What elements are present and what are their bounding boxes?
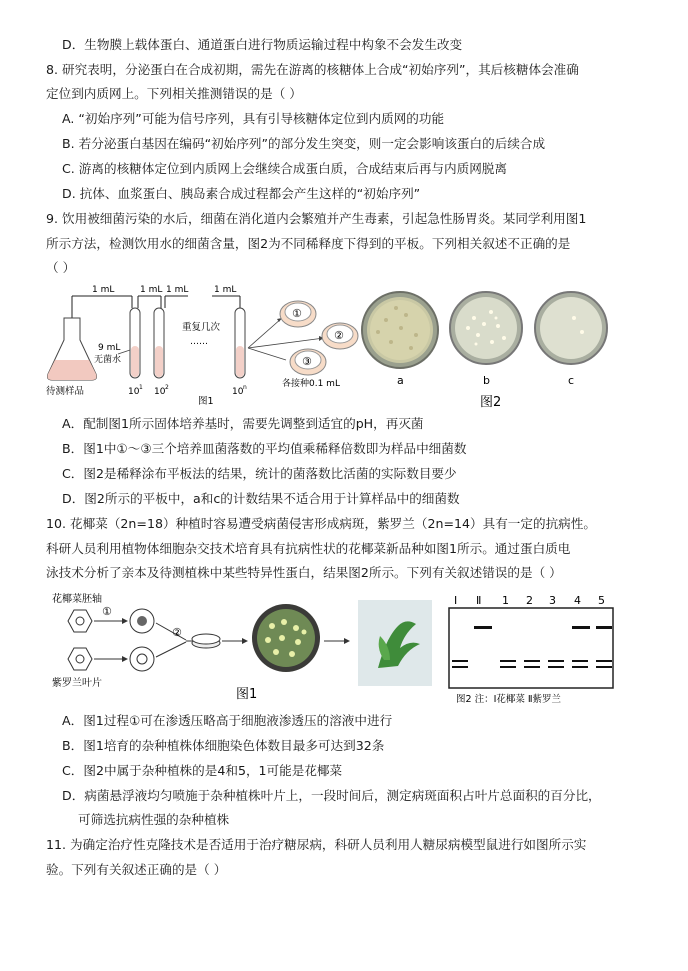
- cell-violet: [68, 648, 92, 670]
- q10-stem-line1: 10. 花椰菜（2n=18）种植时容易遭受病菌侵害形成病斑，紫罗兰（2n=14）具有一定的抗病性。: [46, 516, 596, 531]
- svg-text:②: ②: [334, 329, 344, 342]
- plantlet-photo: [358, 600, 432, 686]
- q8-option-c: C. 游离的核糖体定位到内质网上会继续合成蛋白质，合成结束后再与内质网脱离: [62, 161, 507, 176]
- q9-option-c: C．图2是稀释涂布平板法的结果，统计的菌落数比活菌的实际数目要少: [62, 466, 457, 481]
- q9-option-d: D．图2所示的平板中，a和c的计数结果不适合用于计算样品中的细菌数: [62, 491, 460, 506]
- sample-flask: [48, 318, 97, 380]
- lane-label-1: 1: [502, 594, 509, 607]
- sample-label: 待测样品: [46, 386, 85, 397]
- q9-option-a: A．配制图1所示固体培养基时，需要先调整到适宜的pH，再灭菌: [62, 416, 424, 431]
- ellipsis-label: ……: [190, 337, 208, 347]
- transfer-volume-label: 1 mL: [92, 285, 115, 295]
- q10-stem-line3: 泳技术分析了亲本及待测植株中某些特异性蛋白，结果图2所示。下列有关叙述错误的是（ ）: [46, 565, 562, 580]
- result-plates: [362, 292, 607, 410]
- q11-stem-line2: 验。下列有关叙述正确的是（ ）: [46, 862, 227, 877]
- repeat-label: 重复几次: [182, 322, 221, 333]
- leaf-label: 紫罗兰叶片: [52, 678, 102, 689]
- transfer-volume-label: 1 mL: [214, 285, 237, 295]
- q11-stem-line1: 11. 为确定治疗性克隆技术是否适用于治疗糖尿病，科研人员利用人糖尿病模型鼠进行如图所示实: [46, 837, 587, 852]
- q7-option-d: D．生物膜上载体蛋白、通道蛋白进行物质运输过程中构象不会发生改变: [62, 37, 463, 52]
- plate-photo-a: [362, 292, 438, 368]
- q8-option-a: A. “初始序列”可能为信号序列，具有引导核糖体定位到内质网的功能: [62, 111, 445, 126]
- callus-plate-photo: [252, 604, 320, 672]
- tube-1: [130, 308, 140, 378]
- figure-1-label: 图1: [198, 396, 214, 407]
- q9-stem-line3: （ ）: [46, 260, 76, 275]
- svg-text:1: 1: [139, 384, 143, 391]
- q10-option-d-line1: D．病菌悬浮液均匀喷施于杂种植株叶片上，一段时间后，测定病斑面积占叶片总面积的百分比，: [62, 788, 601, 803]
- inoculation-label: 各接种0.1 mL: [282, 379, 340, 389]
- plate-3: [290, 349, 326, 375]
- gel-caption: 图2 注：Ⅰ花椰菜 Ⅱ紫罗兰: [456, 694, 562, 705]
- lane-label-II: Ⅱ: [476, 594, 482, 607]
- svg-text:③: ③: [302, 355, 312, 368]
- protoplast-2: [130, 647, 154, 671]
- lane-label-5: 5: [598, 594, 605, 607]
- transfer-volume-label: 1 mL: [140, 285, 163, 295]
- figure-2-label: 图2: [480, 395, 502, 410]
- cell-cauliflower: [68, 610, 92, 632]
- plate-a-label: a: [397, 374, 404, 387]
- water-volume-label: 9 mL: [98, 343, 121, 353]
- dilution-series-diagram: [46, 285, 358, 407]
- q10-option-b: B．图1培育的杂种植株体细胞染色体数目最多可达到32条: [62, 738, 385, 753]
- q10-figure: [46, 588, 646, 708]
- svg-text:2: 2: [165, 384, 169, 391]
- electrophoresis-gel: [449, 594, 613, 705]
- lane-labels: [454, 594, 605, 607]
- dilution-10-1: 10: [128, 387, 140, 397]
- somatic-hybridization-diagram: [52, 592, 432, 702]
- dilution-10-2: 10: [154, 387, 166, 397]
- dilution-10-n: 10: [232, 387, 244, 397]
- svg-text:n: n: [243, 384, 247, 391]
- plate-photo-c: [535, 292, 607, 364]
- transfer-volume-label: 1 mL: [166, 285, 189, 295]
- sterile-water-label: 无菌水: [94, 355, 122, 365]
- plate-1: [280, 301, 316, 327]
- step-1-label: ①: [102, 605, 112, 618]
- q8-option-d: D. 抗体、血浆蛋白、胰岛素合成过程都会产生这样的“初始序列”: [62, 186, 421, 201]
- lane-label-3: 3: [549, 594, 556, 607]
- tube-2: [154, 308, 164, 378]
- q10-option-a: A．图1过程①可在渗透压略高于细胞液渗透压的溶液中进行: [62, 713, 393, 728]
- svg-text:①: ①: [292, 307, 302, 320]
- lane-label-2: 2: [526, 594, 533, 607]
- lane-label-4: 4: [574, 594, 581, 607]
- lane-label-I: Ⅰ: [454, 594, 458, 607]
- plate-c-label: c: [568, 374, 575, 387]
- plate-photo-b: [450, 292, 522, 364]
- q10-stem-line2: 科研人员利用植物体细胞杂交技术培育具有抗病性状的花椰菜新品种如图1所示。通过蛋白质电: [46, 541, 571, 556]
- q9-stem-line1: 9. 饮用被细菌污染的水后，细菌在消化道内会繁殖并产生毒素，引起急性肠胃炎。某同学利用图1: [46, 211, 587, 226]
- protoplast-1: [130, 609, 154, 633]
- q8-option-b: B. 若分泌蛋白基因在编码“初始序列”的部分发生突变，则一定会影响该蛋白的后续合成: [62, 136, 546, 151]
- hypocotyl-label: 花椰菜胚轴: [52, 594, 102, 605]
- step-2-label: ②: [172, 626, 182, 639]
- q9-figure: [46, 280, 646, 412]
- q10-option-d-line2: 可筛选抗病性强的杂种植株: [78, 812, 230, 827]
- fusion-dish: [192, 634, 220, 648]
- plate-b-label: b: [483, 374, 490, 387]
- tube-n: [235, 308, 245, 378]
- figure-1-label: 图1: [236, 687, 258, 702]
- q9-option-b: B．图1中①～③三个培养皿菌落数的平均值乘稀释倍数即为样品中细菌数: [62, 441, 467, 456]
- q8-stem-line1: 8. 研究表明，分泌蛋白在合成初期，需先在游离的核糖体上合成“初始序列”，其后核糖体会准确: [46, 62, 579, 77]
- plate-2: [322, 323, 358, 349]
- q10-option-c: C．图2中属于杂种植株的是4和5，1可能是花椰菜: [62, 763, 343, 778]
- q8-stem-line2: 定位到内质网上。下列相关推测错误的是（ ）: [46, 86, 302, 101]
- q9-stem-line2: 所示方法，检测饮用水的细菌含量，图2为不同稀释度下得到的平板。下列相关叙述不正确的是: [46, 236, 571, 251]
